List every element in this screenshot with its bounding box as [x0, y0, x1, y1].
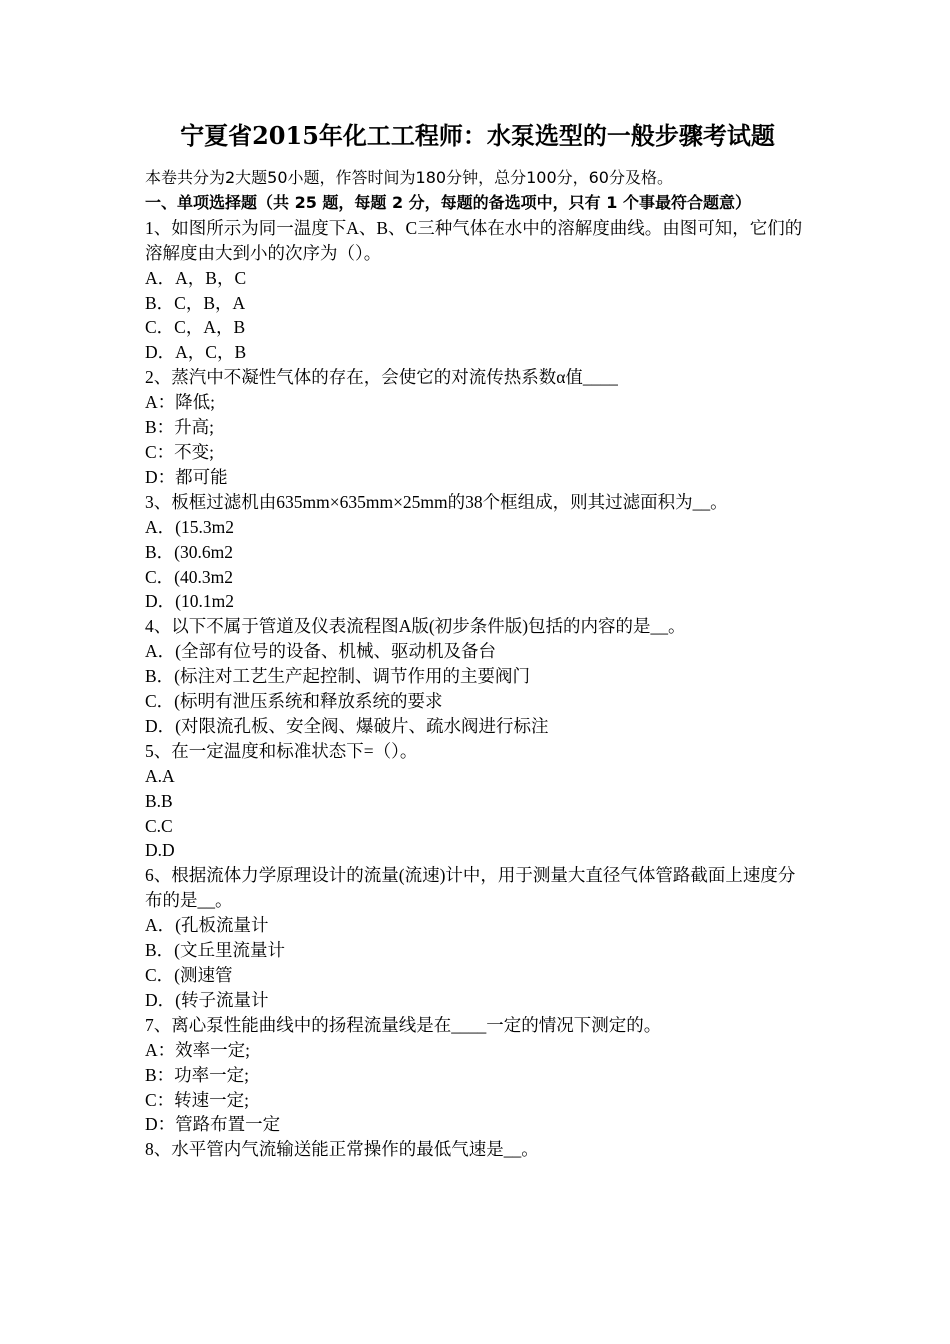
- answer-option: B：升高;: [145, 417, 215, 438]
- answer-option: C：转速一定;: [145, 1089, 250, 1110]
- answer-option: D：都可能: [145, 466, 228, 487]
- exam-intro: 本卷共分为2大题50小题，作答时间为180分钟，总分100分，60分及格。: [145, 168, 673, 187]
- answer-option: B．(文丘里流量计: [145, 940, 285, 961]
- answer-option: A：降低;: [145, 392, 215, 413]
- answer-option: D.D: [145, 840, 175, 861]
- answer-option: D．(10.1m2: [145, 591, 234, 612]
- answer-option: C．(40.3m2: [145, 566, 233, 587]
- answer-option: A．(15.3m2: [145, 516, 234, 537]
- answer-option: A.A: [145, 765, 175, 786]
- answer-option: D．(转子流量计: [145, 989, 269, 1010]
- question-text: 3、板框过滤机由635mm×635mm×25mm的38个框组成，则其过滤面积为__。: [145, 491, 728, 512]
- answer-option: C.C: [145, 815, 173, 836]
- question-text: 2、蒸汽中不凝性气体的存在，会使它的对流传热系数α值____: [145, 367, 618, 388]
- question-text: 8、水平管内气流输送能正常操作的最低气速是__。: [145, 1139, 539, 1160]
- answer-option: D：管路布置一定: [145, 1114, 281, 1135]
- question-text: 7、离心泵性能曲线中的扬程流量线是在____一定的情况下测定的。: [145, 1014, 662, 1035]
- answer-option: C．(标明有泄压系统和释放系统的要求: [145, 691, 443, 712]
- question-text: 5、在一定温度和标准状态下=（）。: [145, 740, 418, 761]
- answer-option: A：效率一定;: [145, 1039, 250, 1060]
- answer-option: B．(30.6m2: [145, 541, 233, 562]
- document-body: [145, 118, 810, 1162]
- answer-option: B.B: [145, 790, 173, 811]
- answer-option: C：不变;: [145, 441, 215, 462]
- answer-option: C．(测速管: [145, 965, 233, 985]
- section-heading: 一、单项选择题（共 25 题，每题 2 分，每题的备选项中，只有 1 个事最符合题意）: [145, 192, 751, 212]
- answer-option: D．(对限流孔板、安全阀、爆破片、疏水阀进行标注: [145, 715, 549, 736]
- question-list: [145, 216, 810, 1162]
- question-text: 6、根据流体力学原理设计的流量(流速)计中，用于测量大直径气体管路截面上速度分布的是__。: [145, 865, 796, 911]
- answer-option: A．(孔板流量计: [145, 915, 269, 936]
- answer-option: D．A，C，B: [145, 342, 247, 363]
- answer-option: B：功率一定;: [145, 1064, 250, 1085]
- answer-option: A．(全部有位号的设备、机械、驱动机及备台: [145, 641, 496, 662]
- answer-option: C．C，A，B: [145, 317, 246, 338]
- document-title: 宁夏省2015年化工工程师：水泵选型的一般步骤考试题: [180, 121, 775, 150]
- question-text: 4、以下不属于管道及仪表流程图A版(初步条件版)包括的内容的是__。: [145, 616, 686, 637]
- answer-option: B．(标注对工艺生产起控制、调节作用的主要阀门: [145, 666, 530, 687]
- answer-option: A．A，B，C: [145, 267, 247, 288]
- answer-option: B．C，B，A: [145, 292, 246, 313]
- question-text: 1、如图所示为同一温度下A、B、C三种气体在水中的溶解度曲线。由图可知，它们的溶解度由大到小的次序为（）。: [145, 217, 803, 263]
